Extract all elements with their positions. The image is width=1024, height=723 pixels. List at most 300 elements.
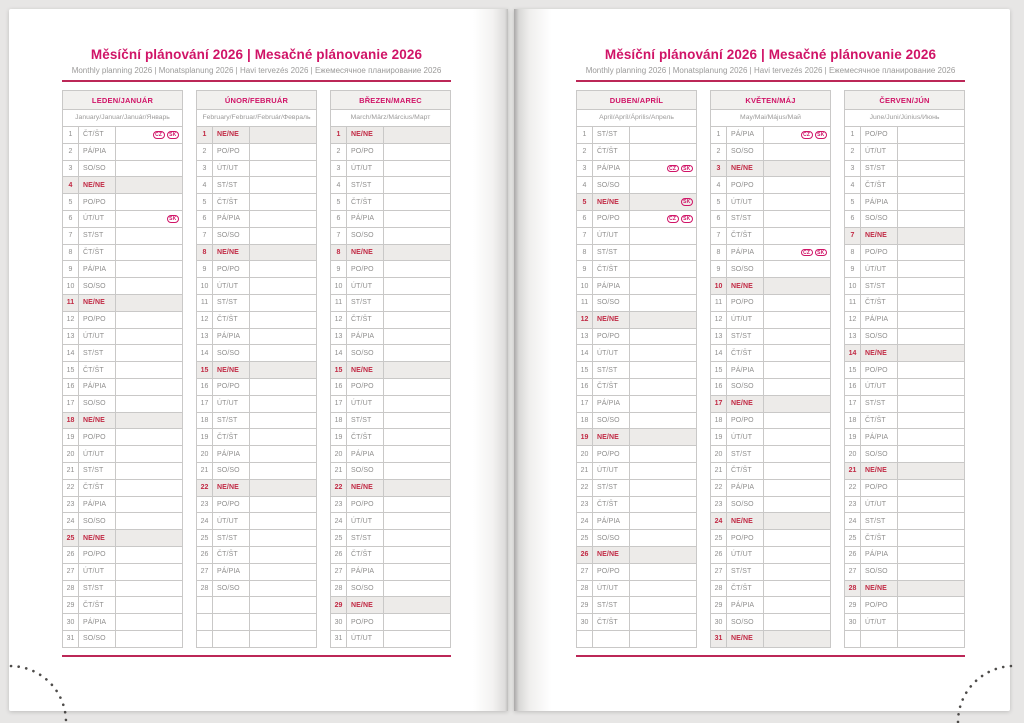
day-number-cell: 23 xyxy=(63,497,79,513)
day-name-cell: PO/PO xyxy=(347,497,384,513)
day-row xyxy=(63,428,182,445)
day-name-cell: ČT/ŠT xyxy=(593,497,630,513)
day-number-cell: 13 xyxy=(331,329,347,345)
day-name-cell: ÚT/UT xyxy=(347,278,384,294)
day-number-cell: 5 xyxy=(711,194,727,210)
notes-cell xyxy=(630,278,696,294)
day-name-cell: NE/NE xyxy=(213,245,250,261)
notes-cell xyxy=(764,564,830,580)
notes-cell xyxy=(116,396,182,412)
day-row xyxy=(63,244,182,261)
day-number-cell: 28 xyxy=(331,581,347,597)
day-name-cell: ČT/ŠT xyxy=(727,463,764,479)
day-row xyxy=(577,445,696,462)
notes-cell xyxy=(384,278,450,294)
notes-cell xyxy=(250,245,316,261)
day-number-cell: 1 xyxy=(845,127,861,143)
day-name-cell: PÁ/PIA xyxy=(593,278,630,294)
day-name-cell: NE/NE xyxy=(861,345,898,361)
notes-cell xyxy=(384,564,450,580)
notes-cell xyxy=(764,144,830,160)
day-row xyxy=(711,210,830,227)
day-number-cell: 9 xyxy=(711,261,727,277)
day-number-cell: 5 xyxy=(63,194,79,210)
day-name-cell: NE/NE xyxy=(347,597,384,613)
day-row xyxy=(711,260,830,277)
day-name-cell: ÚT/UT xyxy=(861,144,898,160)
day-row xyxy=(845,227,964,244)
day-number-cell: 11 xyxy=(845,295,861,311)
day-row xyxy=(63,546,182,563)
day-name-cell: SO/SO xyxy=(347,228,384,244)
day-row xyxy=(845,260,964,277)
month-day-rows xyxy=(710,126,831,648)
day-number-cell: 27 xyxy=(845,564,861,580)
day-name-cell: SO/SO xyxy=(593,177,630,193)
day-number-cell: 23 xyxy=(197,497,213,513)
day-name-cell: PÁ/PIA xyxy=(79,261,116,277)
day-name-cell: NE/NE xyxy=(79,177,116,193)
day-name-cell: SO/SO xyxy=(213,581,250,597)
day-number-cell: 11 xyxy=(63,295,79,311)
notes-cell xyxy=(384,161,450,177)
day-row xyxy=(197,344,316,361)
day-name-cell: ČT/ŠT xyxy=(593,261,630,277)
month-day-rows xyxy=(576,126,697,648)
day-name-cell: ÚT/UT xyxy=(79,446,116,462)
day-row xyxy=(63,462,182,479)
day-number-cell: 14 xyxy=(577,345,593,361)
day-number-cell: 22 xyxy=(845,480,861,496)
day-row xyxy=(197,479,316,496)
day-number-cell: 8 xyxy=(845,245,861,261)
day-name-cell: PO/PO xyxy=(79,194,116,210)
day-number-cell: 25 xyxy=(711,530,727,546)
day-name-cell: PO/PO xyxy=(79,547,116,563)
day-name-cell: PO/PO xyxy=(213,497,250,513)
day-name-cell: SO/SO xyxy=(727,261,764,277)
month-languages-subheader: February/Februar/Február/Февраль xyxy=(196,110,317,126)
day-row xyxy=(331,630,450,647)
day-row xyxy=(331,462,450,479)
notes-cell xyxy=(898,161,964,177)
day-row xyxy=(577,462,696,479)
notes-cell xyxy=(116,597,182,613)
header-rule xyxy=(62,80,451,82)
day-number-cell: 16 xyxy=(331,379,347,395)
day-name-cell: PO/PO xyxy=(727,530,764,546)
day-name-cell: PO/PO xyxy=(593,329,630,345)
notes-cell xyxy=(250,329,316,345)
day-name-cell: ST/ST xyxy=(727,211,764,227)
day-name-cell: PÁ/PIA xyxy=(347,446,384,462)
day-number-cell: 5 xyxy=(331,194,347,210)
day-number-cell: 12 xyxy=(63,312,79,328)
day-name-cell: NE/NE xyxy=(213,362,250,378)
day-name-cell: PÁ/PIA xyxy=(347,211,384,227)
day-row xyxy=(711,244,830,261)
day-name-cell: PÁ/PIA xyxy=(79,144,116,160)
day-row xyxy=(331,596,450,613)
day-name-cell: ČT/ŠT xyxy=(593,379,630,395)
day-name-cell: PO/PO xyxy=(593,564,630,580)
notes-cell xyxy=(630,228,696,244)
footer-rule xyxy=(576,655,965,657)
day-name-cell: ÚT/UT xyxy=(861,614,898,630)
day-name-cell: PÁ/PIA xyxy=(727,480,764,496)
day-row xyxy=(63,563,182,580)
day-name-cell: SO/SO xyxy=(727,614,764,630)
day-number-cell: 26 xyxy=(197,547,213,563)
day-name-cell: ST/ST xyxy=(593,127,630,143)
month-table xyxy=(844,90,965,648)
notes-cell xyxy=(898,547,964,563)
month-day-rows xyxy=(844,126,965,648)
day-name-cell: ST/ST xyxy=(79,345,116,361)
day-number-cell: 6 xyxy=(197,211,213,227)
day-name-cell: ST/ST xyxy=(593,362,630,378)
day-name-cell: ÚT/UT xyxy=(727,547,764,563)
notes-cell xyxy=(898,463,964,479)
notes-cell xyxy=(384,463,450,479)
day-row xyxy=(845,546,964,563)
empty-day-row xyxy=(577,630,696,647)
day-name-cell: PO/PO xyxy=(79,312,116,328)
month-header: ÚNOR/FEBRUÁR xyxy=(196,90,317,110)
day-name-cell: ÚT/UT xyxy=(593,345,630,361)
day-name-cell: ST/ST xyxy=(213,295,250,311)
day-number-cell: 30 xyxy=(845,614,861,630)
day-name-cell: SO/SO xyxy=(213,228,250,244)
day-number-cell: 21 xyxy=(577,463,593,479)
day-row xyxy=(845,143,964,160)
day-number-cell xyxy=(197,597,213,613)
day-number-cell: 31 xyxy=(63,631,79,647)
day-name-cell: ST/ST xyxy=(861,396,898,412)
notes-cell xyxy=(630,261,696,277)
day-row xyxy=(845,328,964,345)
day-row xyxy=(331,277,450,294)
day-number-cell: 29 xyxy=(331,597,347,613)
empty-day-row xyxy=(197,613,316,630)
day-row xyxy=(331,244,450,261)
day-number-cell: 11 xyxy=(331,295,347,311)
day-name-cell: PÁ/PIA xyxy=(213,329,250,345)
day-name-cell: ST/ST xyxy=(213,177,250,193)
month-day-rows xyxy=(62,126,183,648)
day-row xyxy=(711,227,830,244)
day-number-cell: 23 xyxy=(577,497,593,513)
notes-cell xyxy=(630,446,696,462)
day-number-cell: 13 xyxy=(577,329,593,345)
month-table xyxy=(576,90,697,648)
notes-cell xyxy=(630,597,696,613)
day-name-cell: ST/ST xyxy=(347,413,384,429)
day-number-cell: 22 xyxy=(577,480,593,496)
notes-cell xyxy=(116,564,182,580)
day-name-cell: ST/ST xyxy=(79,581,116,597)
day-number-cell: 6 xyxy=(845,211,861,227)
day-row xyxy=(711,563,830,580)
day-row xyxy=(577,176,696,193)
day-name-cell: PO/PO xyxy=(347,614,384,630)
day-name-cell xyxy=(213,614,250,630)
day-number-cell: 10 xyxy=(845,278,861,294)
day-row xyxy=(711,630,830,647)
day-name-cell: ČT/ŠT xyxy=(347,194,384,210)
day-name-cell: ČT/ŠT xyxy=(213,312,250,328)
day-name-cell: NE/NE xyxy=(347,245,384,261)
day-number-cell: 7 xyxy=(197,228,213,244)
day-row xyxy=(331,563,450,580)
day-row xyxy=(845,193,964,210)
month-languages-subheader: March/März/Március/Март xyxy=(330,110,451,126)
day-row xyxy=(331,311,450,328)
day-name-cell: ST/ST xyxy=(727,446,764,462)
day-name-cell: NE/NE xyxy=(79,413,116,429)
day-name-cell: NE/NE xyxy=(727,631,764,647)
day-row xyxy=(197,193,316,210)
notes-cell xyxy=(250,161,316,177)
day-row xyxy=(331,328,450,345)
day-name-cell: PO/PO xyxy=(347,261,384,277)
day-row xyxy=(331,260,450,277)
day-row xyxy=(577,294,696,311)
day-name-cell: NE/NE xyxy=(593,429,630,445)
day-row xyxy=(845,428,964,445)
day-name-cell: ČT/ŠT xyxy=(213,429,250,445)
month-table xyxy=(196,90,317,648)
day-name-cell: SO/SO xyxy=(861,211,898,227)
day-row xyxy=(845,580,964,597)
month-languages-subheader: April/Apríl/Április/Апрель xyxy=(576,110,697,126)
day-row xyxy=(845,378,964,395)
day-number-cell: 22 xyxy=(63,480,79,496)
notes-cell xyxy=(630,396,696,412)
day-name-cell: ÚT/UT xyxy=(861,379,898,395)
day-number-cell: 18 xyxy=(63,413,79,429)
notes-cell xyxy=(384,597,450,613)
day-number-cell: 27 xyxy=(331,564,347,580)
day-row xyxy=(63,126,182,143)
notes-cell xyxy=(384,396,450,412)
day-number-cell: 29 xyxy=(711,597,727,613)
day-row xyxy=(577,596,696,613)
day-number-cell: 12 xyxy=(331,312,347,328)
day-name-cell xyxy=(861,631,898,647)
day-name-cell: ÚT/UT xyxy=(593,228,630,244)
day-name-cell: ČT/ŠT xyxy=(861,295,898,311)
notes-cell xyxy=(630,413,696,429)
day-number-cell: 2 xyxy=(577,144,593,160)
holiday-badge-sk: SK xyxy=(815,131,827,139)
day-number-cell: 20 xyxy=(63,446,79,462)
holiday-badge-cz: CZ xyxy=(667,215,679,223)
day-name-cell: SO/SO xyxy=(861,564,898,580)
day-row xyxy=(711,344,830,361)
day-number-cell: 16 xyxy=(63,379,79,395)
notes-cell xyxy=(898,379,964,395)
day-row xyxy=(63,529,182,546)
day-row xyxy=(711,328,830,345)
day-row xyxy=(845,244,964,261)
day-number-cell: 14 xyxy=(331,345,347,361)
month-header: DUBEN/APRÍL xyxy=(576,90,697,110)
day-name-cell: ST/ST xyxy=(79,228,116,244)
notes-cell xyxy=(384,127,450,143)
day-row xyxy=(331,176,450,193)
day-row xyxy=(577,412,696,429)
day-row xyxy=(845,496,964,513)
month-table xyxy=(710,90,831,648)
notes-cell xyxy=(898,564,964,580)
day-number-cell: 12 xyxy=(845,312,861,328)
day-row xyxy=(845,563,964,580)
day-row xyxy=(331,160,450,177)
day-row xyxy=(197,328,316,345)
day-number-cell: 26 xyxy=(331,547,347,563)
notes-cell xyxy=(898,312,964,328)
day-row xyxy=(63,479,182,496)
day-name-cell: ČT/ŠT xyxy=(79,362,116,378)
month-languages-subheader: May/Mai/Május/Май xyxy=(710,110,831,126)
notes-cell xyxy=(116,177,182,193)
day-number-cell: 25 xyxy=(331,530,347,546)
day-name-cell: NE/NE xyxy=(727,513,764,529)
day-name-cell: ST/ST xyxy=(593,245,630,261)
notes-cell xyxy=(250,497,316,513)
day-row xyxy=(711,529,830,546)
notes-cell xyxy=(250,413,316,429)
day-name-cell: NE/NE xyxy=(593,312,630,328)
day-name-cell: ÚT/UT xyxy=(213,513,250,529)
notes-cell xyxy=(116,530,182,546)
day-name-cell: ÚT/UT xyxy=(861,261,898,277)
notes-cell xyxy=(764,413,830,429)
day-number-cell: 18 xyxy=(845,413,861,429)
day-number-cell: 28 xyxy=(63,581,79,597)
day-number-cell: 9 xyxy=(197,261,213,277)
notes-cell xyxy=(764,245,830,261)
day-row xyxy=(845,277,964,294)
day-row xyxy=(845,445,964,462)
notes-cell xyxy=(116,329,182,345)
notes-cell xyxy=(764,312,830,328)
day-name-cell: ČT/ŠT xyxy=(861,177,898,193)
day-number-cell: 21 xyxy=(63,463,79,479)
notes-cell xyxy=(764,497,830,513)
notes-cell xyxy=(630,480,696,496)
day-name-cell: ST/ST xyxy=(213,413,250,429)
day-row xyxy=(197,496,316,513)
day-row xyxy=(63,344,182,361)
notes-cell xyxy=(898,513,964,529)
planner-page-left xyxy=(9,9,508,711)
day-name-cell: ČT/ŠT xyxy=(213,194,250,210)
notes-cell xyxy=(250,211,316,227)
notes-cell xyxy=(116,497,182,513)
planner-page-right xyxy=(514,9,1010,711)
day-row xyxy=(63,311,182,328)
day-name-cell xyxy=(213,597,250,613)
day-number-cell: 10 xyxy=(711,278,727,294)
notes-cell xyxy=(764,228,830,244)
day-row xyxy=(197,311,316,328)
day-name-cell: ČT/ŠT xyxy=(79,245,116,261)
day-name-cell: ÚT/UT xyxy=(347,396,384,412)
day-name-cell: NE/NE xyxy=(861,581,898,597)
day-row xyxy=(331,294,450,311)
notes-cell xyxy=(898,228,964,244)
day-name-cell: PÁ/PIA xyxy=(79,497,116,513)
day-name-cell: PÁ/PIA xyxy=(593,161,630,177)
day-row xyxy=(845,294,964,311)
day-name-cell: SO/SO xyxy=(213,463,250,479)
day-name-cell: SO/SO xyxy=(593,295,630,311)
notes-cell xyxy=(250,396,316,412)
day-number-cell: 5 xyxy=(577,194,593,210)
day-row xyxy=(63,580,182,597)
notes-cell xyxy=(250,228,316,244)
day-number-cell: 1 xyxy=(577,127,593,143)
day-name-cell: PÁ/PIA xyxy=(861,547,898,563)
notes-cell xyxy=(764,278,830,294)
notes-cell xyxy=(384,345,450,361)
day-number-cell: 24 xyxy=(331,513,347,529)
day-number-cell: 12 xyxy=(577,312,593,328)
day-row xyxy=(63,445,182,462)
day-row xyxy=(577,193,696,210)
notes-cell xyxy=(764,446,830,462)
day-number-cell: 7 xyxy=(577,228,593,244)
day-name-cell: SO/SO xyxy=(79,396,116,412)
day-name-cell: ÚT/UT xyxy=(727,429,764,445)
day-name-cell: NE/NE xyxy=(79,530,116,546)
notes-cell xyxy=(116,480,182,496)
day-name-cell: ÚT/UT xyxy=(593,581,630,597)
notes-cell xyxy=(630,581,696,597)
day-row xyxy=(331,210,450,227)
notes-cell xyxy=(630,362,696,378)
day-row xyxy=(845,361,964,378)
page-header-left xyxy=(62,47,451,82)
day-number-cell: 16 xyxy=(711,379,727,395)
empty-day-row xyxy=(197,630,316,647)
day-number-cell: 14 xyxy=(711,345,727,361)
day-row xyxy=(331,378,450,395)
day-name-cell: SO/SO xyxy=(727,497,764,513)
notes-cell xyxy=(250,429,316,445)
day-row xyxy=(711,613,830,630)
day-name-cell: SO/SO xyxy=(213,345,250,361)
day-number-cell: 3 xyxy=(331,161,347,177)
month-header: ČERVEN/JÚN xyxy=(844,90,965,110)
day-row xyxy=(577,613,696,630)
day-name-cell: PO/PO xyxy=(861,127,898,143)
day-number-cell: 28 xyxy=(845,581,861,597)
day-row xyxy=(845,596,964,613)
day-number-cell: 25 xyxy=(577,530,593,546)
day-number-cell: 30 xyxy=(63,614,79,630)
day-name-cell: SO/SO xyxy=(861,329,898,345)
day-row xyxy=(577,529,696,546)
day-row xyxy=(711,428,830,445)
day-row xyxy=(63,378,182,395)
day-row xyxy=(331,428,450,445)
day-row xyxy=(63,328,182,345)
notes-cell xyxy=(630,614,696,630)
notes-cell xyxy=(630,312,696,328)
